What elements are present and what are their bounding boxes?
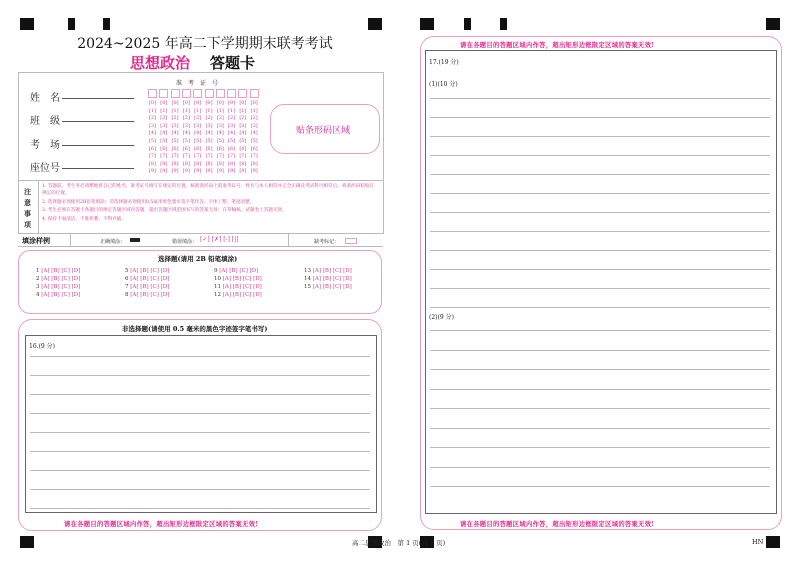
- zhunkao-bubble[interactable]: [2]: [239, 115, 247, 122]
- zhunkao-digit-box[interactable]: [250, 89, 259, 98]
- answer-line[interactable]: [430, 307, 770, 308]
- zhunkao-bubble[interactable]: [4]: [160, 130, 168, 137]
- zhunkao-bubble[interactable]: [7]: [239, 153, 247, 160]
- zhunkao-bubble[interactable]: [0]: [171, 100, 179, 106]
- mcq-options[interactable]: [A] [B] [C] [D]: [222, 284, 262, 290]
- mcq-options[interactable]: [A] [B] [C] [D]: [130, 284, 170, 290]
- zhunkao-bubble[interactable]: [7]: [228, 153, 236, 160]
- wrong-fill-label: 错误填涂：: [172, 239, 198, 245]
- mcq-options[interactable]: [A] [B] [C] [D]: [41, 284, 81, 290]
- answer-line[interactable]: [30, 394, 370, 395]
- zhunkao-bubble[interactable]: [1]: [228, 107, 236, 114]
- mcq-question[interactable]: [304, 268, 352, 274]
- seat-field[interactable]: [62, 168, 134, 169]
- zhunkao-bubble[interactable]: [5]: [216, 137, 224, 144]
- mcq-question-number: 14: [304, 276, 313, 282]
- zhunkao-bubble[interactable]: [7]: [194, 153, 202, 160]
- zhunkao-bubble[interactable]: [4]: [194, 130, 202, 137]
- zhunkao-bubble[interactable]: [8]: [216, 160, 224, 167]
- zhunkao-bubble[interactable]: [9]: [182, 168, 190, 175]
- mcq-question-number: 11: [214, 284, 223, 290]
- note-item: 1. 答题前，考生务必请楷地将自己的姓名、准考证号填写在规定的位置，核准条形码上的准考证号、姓名与本人相符并完全正确及考试科目相符后，将条形码粘贴在规定的位置。: [42, 184, 375, 196]
- zhunkao-bubble[interactable]: [2]: [205, 115, 213, 122]
- fill-divider: [288, 234, 289, 246]
- zhunkao-digit-box[interactable]: [216, 89, 225, 98]
- zhunkao-column[interactable]: [205, 100, 214, 176]
- answer-line[interactable]: [430, 174, 770, 175]
- timing-mark: [68, 18, 75, 30]
- zhunkao-bubble[interactable]: [6]: [205, 145, 213, 152]
- mcq-options[interactable]: [A] [B] [C] [D]: [41, 276, 81, 282]
- zhunkao-bubble[interactable]: [7]: [216, 153, 224, 160]
- mcq-options[interactable]: [A] [B] [C] [D]: [219, 268, 259, 274]
- zhunkao-bubble[interactable]: [0]: [148, 100, 157, 106]
- zhunkao-column[interactable]: [250, 100, 259, 176]
- mcq-options[interactable]: [A] [B] [C] [D]: [41, 292, 81, 298]
- zhunkao-bubble[interactable]: [5]: [160, 137, 168, 144]
- seat-label: 座位号: [30, 163, 60, 174]
- mcq-question[interactable]: [214, 292, 262, 298]
- zhunkao-digit-box[interactable]: [193, 89, 202, 98]
- zhunkao-bubble[interactable]: [8]: [148, 160, 157, 167]
- answer-line[interactable]: [430, 117, 770, 118]
- timing-mark: [464, 18, 471, 30]
- zhunkao-bubble[interactable]: [3]: [194, 122, 202, 129]
- wrong-fill-marks: [✓] [✗] [-] [|]: [200, 236, 239, 243]
- zhunkao-bubble[interactable]: [3]: [171, 122, 179, 129]
- correct-fill-label: 正确填涂：: [100, 239, 126, 245]
- answer-line[interactable]: [430, 288, 770, 289]
- zhunkao-bubble[interactable]: [4]: [205, 130, 213, 137]
- zhunkao-bubble[interactable]: [1]: [239, 107, 247, 114]
- section-divider: [18, 233, 383, 234]
- class-field[interactable]: [62, 121, 134, 122]
- zhunkao-column[interactable]: [171, 100, 180, 176]
- mcq-options[interactable]: [A] [B] [C] [D]: [222, 276, 262, 282]
- zhunkao-bubble[interactable]: [9]: [250, 168, 258, 175]
- zhunkao-bubble[interactable]: [7]: [160, 153, 168, 160]
- zhunkao-bubble[interactable]: [0]: [205, 100, 213, 106]
- zhunkao-bubble[interactable]: [7]: [205, 153, 213, 160]
- answer-line[interactable]: [430, 155, 770, 156]
- answer-line[interactable]: [430, 98, 770, 99]
- zhunkao-bubble[interactable]: [0]: [250, 100, 258, 106]
- timing-mark: [500, 18, 507, 30]
- timing-mark: [368, 18, 382, 30]
- zhunkao-bubble[interactable]: [4]: [182, 130, 190, 137]
- zhunkao-bubble[interactable]: [0]: [216, 100, 224, 106]
- zhunkao-bubble[interactable]: [7]: [182, 153, 190, 160]
- zhunkao-bubble[interactable]: [6]: [148, 145, 157, 152]
- zhunkao-bubble[interactable]: [3]: [205, 122, 213, 129]
- zhunkao-bubble[interactable]: [9]: [216, 168, 224, 175]
- answer-line[interactable]: [430, 408, 770, 409]
- section-divider: [18, 246, 383, 247]
- zhunkao-bubble[interactable]: [3]: [216, 122, 224, 129]
- zhunkao-column[interactable]: [148, 100, 157, 176]
- note-item: 3. 考生必须在答题卡各题目的规定答题区域内答题，超出答题区域范围书写的答案无效；在草稿纸、试题卷上答题无效。: [42, 208, 287, 214]
- zhunkao-bubble[interactable]: [2]: [194, 115, 202, 122]
- zhunkao-bubble[interactable]: [6]: [171, 145, 179, 152]
- mcq-question[interactable]: [125, 284, 169, 290]
- mcq-question[interactable]: [214, 276, 262, 282]
- fill-divider: [70, 234, 71, 246]
- zhunkao-bubble[interactable]: [4]: [171, 130, 179, 137]
- barcode-label: 贴条形码区域: [296, 126, 351, 136]
- zhunkao-column[interactable]: [159, 100, 168, 176]
- answer-line[interactable]: [430, 467, 770, 468]
- zhunkao-bubble[interactable]: [9]: [228, 168, 236, 175]
- zhunkao-bubble[interactable]: [6]: [216, 145, 224, 152]
- page-footer: 高二思想政治 第 1 页(共 2 页): [352, 539, 446, 547]
- footer-code: HN: [752, 538, 764, 546]
- exam-room-field[interactable]: [62, 145, 134, 146]
- zhunkao-bubble[interactable]: [3]: [228, 122, 236, 129]
- zhunkao-digit-box[interactable]: [227, 89, 236, 98]
- answer-line[interactable]: [430, 330, 770, 331]
- zhunkao-column[interactable]: [182, 100, 191, 176]
- zhunkao-bubble[interactable]: [8]: [160, 160, 168, 167]
- note-item: 4. 保持卡面清洁，不准折叠、不得弄破。: [42, 217, 126, 223]
- zhunkao-column[interactable]: [227, 100, 236, 176]
- zhunkao-bubble[interactable]: [5]: [205, 137, 213, 144]
- mcq-question-number: 13: [304, 268, 313, 274]
- zhunkao-bubble[interactable]: [3]: [182, 122, 190, 129]
- name-label: 姓 名: [30, 93, 60, 104]
- mcq-question-number: 12: [214, 292, 223, 298]
- mcq-question[interactable]: [125, 268, 169, 274]
- zhunkao-bubble[interactable]: [5]: [182, 137, 190, 144]
- absent-checkbox[interactable]: [345, 238, 357, 244]
- answer-line[interactable]: [30, 432, 370, 433]
- notes-heading-char: 注: [24, 187, 31, 196]
- zhunkao-bubble[interactable]: [4]: [216, 130, 224, 137]
- mcq-options[interactable]: [A] [B] [C] [D]: [130, 276, 170, 282]
- answer-line[interactable]: [430, 193, 770, 194]
- zhunkao-bubble[interactable]: [3]: [239, 122, 247, 129]
- zhunkao-bubble[interactable]: [6]: [228, 145, 236, 152]
- zhunkao-bubble[interactable]: [0]: [182, 100, 190, 106]
- zhunkao-column[interactable]: [238, 100, 247, 176]
- zhunkao-bubble[interactable]: [1]: [171, 107, 179, 114]
- answer-line[interactable]: [30, 375, 370, 376]
- answer-line[interactable]: [30, 508, 370, 509]
- nonmcq-title: 非选择题(请使用 0.5 毫米的黑色字迹签字笔书写): [122, 325, 268, 333]
- zhunkao-digit-box[interactable]: [238, 89, 247, 98]
- zhunkao-bubble[interactable]: [9]: [239, 168, 247, 175]
- zhunkao-bubble[interactable]: [6]: [194, 145, 202, 152]
- zhunkao-bubble[interactable]: [6]: [239, 145, 247, 152]
- q17-sub1-label: (1)(10 分): [429, 81, 458, 88]
- zhunkao-digit-box[interactable]: [171, 89, 180, 98]
- answer-line[interactable]: [30, 413, 370, 414]
- mcq-question[interactable]: [36, 276, 80, 282]
- zhunkao-bubble[interactable]: [8]: [250, 160, 258, 167]
- zhunkao-bubble[interactable]: [7]: [250, 153, 258, 160]
- zhunkao-bubble[interactable]: [5]: [148, 137, 157, 144]
- zhunkao-bubble[interactable]: [3]: [160, 122, 168, 129]
- zhunkao-bubble[interactable]: [1]: [182, 107, 190, 114]
- mcq-question[interactable]: [36, 284, 80, 290]
- answer-line[interactable]: [430, 350, 770, 351]
- zhunkao-label: 准 考 证 号: [176, 80, 219, 87]
- zhunkao-bubble[interactable]: [1]: [160, 107, 168, 114]
- zhunkao-bubble[interactable]: [2]: [160, 115, 168, 122]
- q17-box: [425, 50, 777, 514]
- zhunkao-bubble[interactable]: [1]: [250, 107, 258, 114]
- zhunkao-bubble[interactable]: [0]: [239, 100, 247, 106]
- zhunkao-bubble[interactable]: [8]: [194, 160, 202, 167]
- notes-heading-char: 意: [24, 198, 31, 207]
- zhunkao-column[interactable]: [216, 100, 225, 176]
- zhunkao-bubble[interactable]: [8]: [205, 160, 213, 167]
- zhunkao-bubble[interactable]: [8]: [228, 160, 236, 167]
- q16-label: 16.(9 分): [29, 343, 55, 350]
- fill-example-label: 填涂样例: [22, 236, 50, 245]
- answer-line[interactable]: [430, 231, 770, 232]
- answer-line[interactable]: [30, 470, 370, 471]
- zhunkao-bubble[interactable]: [4]: [239, 130, 247, 137]
- mcq-options[interactable]: [A] [B] [C] [D]: [130, 292, 170, 298]
- zhunkao-digit-box[interactable]: [148, 89, 157, 98]
- zhunkao-bubble[interactable]: [0]: [160, 100, 168, 106]
- zhunkao-bubble[interactable]: [4]: [148, 130, 157, 137]
- section-divider: [38, 181, 39, 233]
- mcq-question-number: 3: [36, 284, 42, 290]
- mcq-question-number: 8: [125, 292, 131, 298]
- zhunkao-bubble[interactable]: [7]: [148, 153, 157, 160]
- exam-room-label: 考 场: [30, 140, 60, 151]
- timing-mark: [20, 18, 34, 30]
- answer-line[interactable]: [30, 489, 370, 490]
- zhunkao-bubble[interactable]: [1]: [148, 107, 157, 114]
- mcq-question-number: 7: [125, 284, 131, 290]
- exam-title: 2024~2025 年高二下学期期末联考考试: [77, 36, 333, 52]
- answer-line[interactable]: [430, 428, 770, 429]
- zhunkao-column[interactable]: [193, 100, 202, 176]
- zhunkao-bubble[interactable]: [2]: [148, 115, 157, 122]
- mcq-question[interactable]: [36, 268, 80, 274]
- zhunkao-bubble[interactable]: [5]: [239, 137, 247, 144]
- mcq-options[interactable]: [A] [B] [C] [D]: [41, 268, 81, 274]
- zhunkao-bubble[interactable]: [3]: [250, 122, 258, 129]
- note-item: 2. 选择题必须使用2B铅笔填涂；非选择题必须使用0.5毫米黑色墨水签字笔作答，字体工整、笔迹清楚。: [42, 199, 255, 205]
- zhunkao-bubble[interactable]: [0]: [228, 100, 236, 106]
- correct-fill-mark: [130, 238, 140, 242]
- zhunkao-bubble[interactable]: [9]: [171, 168, 179, 175]
- answer-line[interactable]: [430, 447, 770, 448]
- zhunkao-digit-box[interactable]: [205, 89, 214, 98]
- zhunkao-bubble[interactable]: [6]: [250, 145, 258, 152]
- warning-top-right: 请在各题目的答题区域内作答，超出矩形边框限定区域的答案无效!: [460, 42, 655, 49]
- section-divider: [18, 180, 383, 181]
- zhunkao-bubble[interactable]: [6]: [160, 145, 168, 152]
- zhunkao-digit-box[interactable]: [159, 89, 168, 98]
- answer-line[interactable]: [30, 451, 370, 452]
- class-label: 班 级: [30, 116, 60, 127]
- mcq-question[interactable]: [304, 284, 352, 290]
- zhunkao-bubble[interactable]: [9]: [194, 168, 202, 175]
- zhunkao-bubble[interactable]: [2]: [216, 115, 224, 122]
- notes-heading-char: 事: [24, 209, 31, 218]
- mcq-question[interactable]: [125, 276, 169, 282]
- mcq-question-number: 9: [214, 268, 220, 274]
- zhunkao-bubble[interactable]: [7]: [171, 153, 179, 160]
- mcq-options[interactable]: [A] [B] [C] [D]: [312, 284, 352, 290]
- name-field[interactable]: [62, 98, 134, 99]
- timing-mark: [766, 536, 780, 548]
- timing-mark: [766, 18, 780, 30]
- notes-heading-char: 项: [24, 220, 31, 229]
- q17-sub2-label: (2)(9 分): [429, 314, 454, 321]
- notes-heading: [24, 186, 34, 230]
- mcq-question[interactable]: [214, 284, 262, 290]
- mcq-title: 选择题(请用 2B 铅笔填涂): [158, 255, 238, 263]
- mcq-question-number: 15: [304, 284, 313, 290]
- timing-mark: [420, 18, 434, 30]
- zhunkao-bubble[interactable]: [5]: [228, 137, 236, 144]
- answer-line[interactable]: [430, 369, 770, 370]
- zhunkao-bubble[interactable]: [8]: [182, 160, 190, 167]
- mcq-question[interactable]: [214, 268, 258, 274]
- zhunkao-bubble[interactable]: [1]: [205, 107, 213, 114]
- answer-line[interactable]: [430, 389, 770, 390]
- card-name: 答题卡: [210, 54, 256, 72]
- zhunkao-digit-box[interactable]: [182, 89, 191, 98]
- mcq-options[interactable]: [A] [B] [C] [D]: [222, 292, 262, 298]
- mcq-question-number: 1: [36, 268, 42, 274]
- notes-list: [42, 184, 378, 224]
- zhunkao-bubble[interactable]: [9]: [148, 168, 157, 175]
- mcq-question-number: 6: [125, 276, 131, 282]
- absent-label: 缺考标记：: [314, 239, 340, 245]
- subject-name: 思想政治: [130, 54, 191, 72]
- answer-line[interactable]: [30, 356, 370, 357]
- mcq-question-number: 2: [36, 276, 42, 282]
- zhunkao-bubble[interactable]: [5]: [171, 137, 179, 144]
- answer-line[interactable]: [430, 250, 770, 251]
- zhunkao-bubble[interactable]: [2]: [250, 115, 258, 122]
- zhunkao-bubble[interactable]: [4]: [228, 130, 236, 137]
- zhunkao-bubble[interactable]: [9]: [160, 168, 168, 175]
- mcq-question[interactable]: [304, 276, 352, 282]
- mcq-question[interactable]: [36, 292, 80, 298]
- q16-box: [25, 335, 377, 513]
- timing-mark: [103, 18, 110, 30]
- answer-line[interactable]: [430, 212, 770, 213]
- zhunkao-bubble[interactable]: [3]: [148, 122, 157, 129]
- mcq-options[interactable]: [A] [B] [C] [D]: [130, 268, 170, 274]
- zhunkao-bubble[interactable]: [2]: [228, 115, 236, 122]
- mcq-question-number: 5: [125, 268, 131, 274]
- zhunkao-bubble[interactable]: [2]: [182, 115, 190, 122]
- zhunkao-bubble[interactable]: [8]: [171, 160, 179, 167]
- zhunkao-bubble[interactable]: [1]: [194, 107, 202, 114]
- mcq-question-number: 4: [36, 292, 42, 298]
- zhunkao-bubble[interactable]: [5]: [194, 137, 202, 144]
- answer-line[interactable]: [430, 136, 770, 137]
- zhunkao-bubble[interactable]: [8]: [239, 160, 247, 167]
- answer-line[interactable]: [430, 269, 770, 270]
- zhunkao-bubble[interactable]: [0]: [194, 100, 202, 106]
- zhunkao-bubble[interactable]: [2]: [171, 115, 179, 122]
- answer-line[interactable]: [430, 486, 770, 487]
- mcq-question[interactable]: [125, 292, 169, 298]
- zhunkao-bubble[interactable]: [4]: [250, 130, 258, 137]
- timing-mark: [20, 536, 34, 548]
- mcq-options[interactable]: [A] [B] [C] [D]: [312, 268, 352, 274]
- zhunkao-bubble[interactable]: [5]: [250, 137, 258, 144]
- warning-bottom-right: 请在各题目的答题区域内作答，超出矩形边框限定区域的答案无效!: [460, 521, 655, 528]
- zhunkao-bubble[interactable]: [9]: [205, 168, 213, 175]
- q17-label: 17.(19 分): [429, 59, 459, 66]
- mcq-options[interactable]: [A] [B] [C] [D]: [312, 276, 352, 282]
- zhunkao-bubble[interactable]: [6]: [182, 145, 190, 152]
- warning-left: 请在各题目的答题区域内作答，超出矩形边框限定区域的答案无效!: [64, 521, 259, 528]
- zhunkao-bubble[interactable]: [1]: [216, 107, 224, 114]
- mcq-question-number: 10: [214, 276, 223, 282]
